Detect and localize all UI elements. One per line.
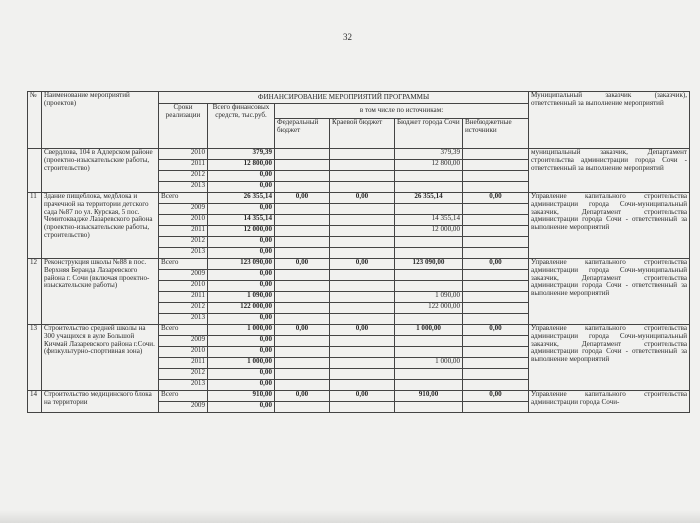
federal-cell (275, 149, 330, 160)
city-cell: 26 355,14 (395, 193, 463, 204)
city-cell: 1 000,00 (395, 325, 463, 336)
regional-cell (330, 160, 395, 171)
year-cell: 2011 (159, 358, 208, 369)
city-cell: 910,00 (395, 391, 463, 402)
city-cell: 12 000,00 (395, 226, 463, 237)
regional-cell (330, 215, 395, 226)
total-cell: 0,00 (208, 248, 275, 259)
federal-cell (275, 347, 330, 358)
extra-cell (463, 347, 529, 358)
year-cell: 2013 (159, 314, 208, 325)
responsible-party: Управление капитального строительства администрации города Сочи-муниципальный заказчик, Департамент строительства администрации города Сочи - ответственный за выполнение мероприятий (529, 325, 690, 391)
federal-cell (275, 402, 330, 413)
city-cell: 122 000,00 (395, 303, 463, 314)
federal-cell (275, 380, 330, 391)
header-responsible: Муниципальный заказчик (заказчик), ответственный за выполнение мероприятий (529, 92, 690, 149)
row-number: 13 (28, 325, 42, 391)
regional-cell: 0,00 (330, 325, 395, 336)
table-row (28, 193, 690, 204)
year-cell: 2011 (159, 292, 208, 303)
responsible-party: Управление капитального строительства администрации города Сочи- (529, 391, 690, 413)
regional-cell (330, 281, 395, 292)
year-cell: Всего (159, 193, 208, 204)
year-cell: 2013 (159, 182, 208, 193)
total-cell: 0,00 (208, 347, 275, 358)
regional-cell (330, 149, 395, 160)
extra-cell (463, 204, 529, 215)
header-name: Наименование мероприятий (проектов) (42, 92, 159, 149)
city-cell (395, 182, 463, 193)
year-cell: 2010 (159, 149, 208, 160)
city-cell (395, 314, 463, 325)
federal-cell (275, 369, 330, 380)
federal-cell (275, 336, 330, 347)
project-name: Свердлова, 104 в Адлерском районе (проектно-изыскательские работы, строительство) (42, 149, 159, 193)
extra-cell (463, 402, 529, 413)
federal-cell (275, 171, 330, 182)
total-cell: 1 000,00 (208, 325, 275, 336)
header-extra: Внебюджетные источники (463, 119, 529, 149)
extra-cell (463, 380, 529, 391)
extra-cell (463, 215, 529, 226)
table-row (28, 149, 690, 160)
city-cell: 1 000,00 (395, 358, 463, 369)
regional-cell (330, 182, 395, 193)
header-total: Всего финансовых средств, тыс.руб. (208, 104, 275, 149)
federal-cell (275, 215, 330, 226)
header-years: Сроки реализации (159, 104, 208, 149)
city-cell (395, 248, 463, 259)
city-cell: 12 800,00 (395, 160, 463, 171)
regional-cell (330, 369, 395, 380)
regional-cell (330, 292, 395, 303)
total-cell: 0,00 (208, 314, 275, 325)
year-cell: 2012 (159, 171, 208, 182)
extra-cell (463, 182, 529, 193)
total-cell: 1 090,00 (208, 292, 275, 303)
row-number: 12 (28, 259, 42, 325)
extra-cell (463, 237, 529, 248)
regional-cell (330, 358, 395, 369)
header-no: № (28, 92, 42, 149)
table-row (28, 259, 690, 270)
regional-cell (330, 270, 395, 281)
regional-cell (330, 380, 395, 391)
row-number (28, 149, 42, 193)
extra-cell (463, 171, 529, 182)
total-cell: 12 000,00 (208, 226, 275, 237)
federal-cell: 0,00 (275, 325, 330, 336)
regional-cell (330, 336, 395, 347)
city-cell (395, 369, 463, 380)
project-name: Реконструкция школы №88 в пос. Верхняя Беранда Лазаревского района г. Сочи (включая проектно-изыскательские работы) (42, 259, 159, 325)
city-cell: 379,39 (395, 149, 463, 160)
city-cell: 14 355,14 (395, 215, 463, 226)
table-row (28, 325, 690, 336)
page-bottom-edge (0, 510, 700, 523)
extra-cell (463, 270, 529, 281)
project-name: Строительство средней школы на 300 учащихся в ауле Большой Кичмай Лазаревского района г.Сочи.(физкультурно-спортивная зона) (42, 325, 159, 391)
table-row (28, 391, 690, 402)
extra-cell (463, 303, 529, 314)
extra-cell (463, 160, 529, 171)
year-cell: 2010 (159, 347, 208, 358)
extra-cell (463, 281, 529, 292)
total-cell: 379,39 (208, 149, 275, 160)
total-cell: 0,00 (208, 336, 275, 347)
total-cell: 910,00 (208, 391, 275, 402)
year-cell: 2012 (159, 369, 208, 380)
year-cell: 2009 (159, 336, 208, 347)
regional-cell (330, 171, 395, 182)
federal-cell (275, 292, 330, 303)
year-cell: Всего (159, 259, 208, 270)
total-cell: 26 355,14 (208, 193, 275, 204)
total-cell: 0,00 (208, 171, 275, 182)
federal-cell (275, 182, 330, 193)
year-cell: 2012 (159, 303, 208, 314)
header-regional: Краевой бюджет (330, 119, 395, 149)
year-cell: 2009 (159, 402, 208, 413)
federal-cell (275, 358, 330, 369)
federal-cell (275, 226, 330, 237)
extra-cell (463, 292, 529, 303)
city-cell (395, 336, 463, 347)
city-cell (395, 380, 463, 391)
regional-cell (330, 314, 395, 325)
city-cell (395, 171, 463, 182)
year-cell: 2012 (159, 237, 208, 248)
extra-cell (463, 248, 529, 259)
total-cell: 0,00 (208, 204, 275, 215)
federal-cell (275, 314, 330, 325)
total-cell: 0,00 (208, 281, 275, 292)
financing-table (27, 91, 690, 413)
federal-cell: 0,00 (275, 193, 330, 204)
total-cell: 0,00 (208, 380, 275, 391)
regional-cell (330, 347, 395, 358)
federal-cell (275, 160, 330, 171)
header-row-1 (28, 92, 690, 104)
city-cell (395, 281, 463, 292)
city-cell (395, 402, 463, 413)
year-cell: Всего (159, 325, 208, 336)
responsible-party: Управление капитального строительства администрации города Сочи-муниципальный заказчик, Департамент строительства администрации города Сочи - ответственный за выполнение мероприятий (529, 259, 690, 325)
regional-cell (330, 303, 395, 314)
extra-cell (463, 358, 529, 369)
regional-cell (330, 204, 395, 215)
total-cell: 12 800,00 (208, 160, 275, 171)
project-name: Строительство медицинского блока на территории (42, 391, 159, 413)
responsible-party: муниципальный заказчик, Департамент строительства администрации города Сочи - ответственный за выполнение мероприятий (529, 149, 690, 193)
header-city: Бюджет города Сочи (395, 119, 463, 149)
regional-cell (330, 226, 395, 237)
federal-cell: 0,00 (275, 259, 330, 270)
project-name: Здание пищеблока, медблока и прачечной на территории детского сада №87 по ул. Курская, 5 пос. Чемитоквадже Лазаревского района (проектно-изыскательские работы, строительство) (42, 193, 159, 259)
federal-cell (275, 270, 330, 281)
extra-cell: 0,00 (463, 391, 529, 402)
year-cell: 2010 (159, 281, 208, 292)
regional-cell: 0,00 (330, 259, 395, 270)
regional-cell (330, 402, 395, 413)
total-cell: 1 000,00 (208, 358, 275, 369)
total-cell: 122 000,00 (208, 303, 275, 314)
year-cell: 2009 (159, 270, 208, 281)
total-cell: 14 355,14 (208, 215, 275, 226)
federal-cell (275, 237, 330, 248)
year-cell: 2013 (159, 380, 208, 391)
city-cell (395, 237, 463, 248)
federal-cell: 0,00 (275, 391, 330, 402)
federal-cell (275, 248, 330, 259)
total-cell: 123 090,00 (208, 259, 275, 270)
extra-cell: 0,00 (463, 193, 529, 204)
header-financing: ФИНАНСИРОВАНИЕ МЕРОПРИЯТИЙ ПРОГРАММЫ (159, 92, 529, 104)
year-cell: 2009 (159, 204, 208, 215)
extra-cell: 0,00 (463, 259, 529, 270)
city-cell (395, 204, 463, 215)
city-cell (395, 270, 463, 281)
page-number: 32 (343, 32, 352, 42)
year-cell: 2010 (159, 215, 208, 226)
regional-cell: 0,00 (330, 193, 395, 204)
city-cell: 1 090,00 (395, 292, 463, 303)
header-sources: в том числе по источникам: (275, 104, 529, 119)
row-number: 14 (28, 391, 42, 413)
city-cell: 123 090,00 (395, 259, 463, 270)
extra-cell (463, 149, 529, 160)
year-cell: 2013 (159, 248, 208, 259)
extra-cell (463, 226, 529, 237)
extra-cell (463, 336, 529, 347)
total-cell: 0,00 (208, 237, 275, 248)
total-cell: 0,00 (208, 182, 275, 193)
federal-cell (275, 303, 330, 314)
regional-cell: 0,00 (330, 391, 395, 402)
total-cell: 0,00 (208, 369, 275, 380)
extra-cell: 0,00 (463, 325, 529, 336)
extra-cell (463, 369, 529, 380)
year-cell: 2011 (159, 160, 208, 171)
extra-cell (463, 314, 529, 325)
responsible-party: Управление капитального строительства администрации города Сочи-муниципальный заказчик, Департамент строительства администрации города Сочи - ответственный за выполнение мероприятий (529, 193, 690, 259)
year-cell: 2011 (159, 226, 208, 237)
regional-cell (330, 248, 395, 259)
total-cell: 0,00 (208, 402, 275, 413)
regional-cell (330, 237, 395, 248)
total-cell: 0,00 (208, 270, 275, 281)
header-federal: Федеральный бюджет (275, 119, 330, 149)
federal-cell (275, 204, 330, 215)
city-cell (395, 347, 463, 358)
row-number: 11 (28, 193, 42, 259)
federal-cell (275, 281, 330, 292)
year-cell: Всего (159, 391, 208, 402)
